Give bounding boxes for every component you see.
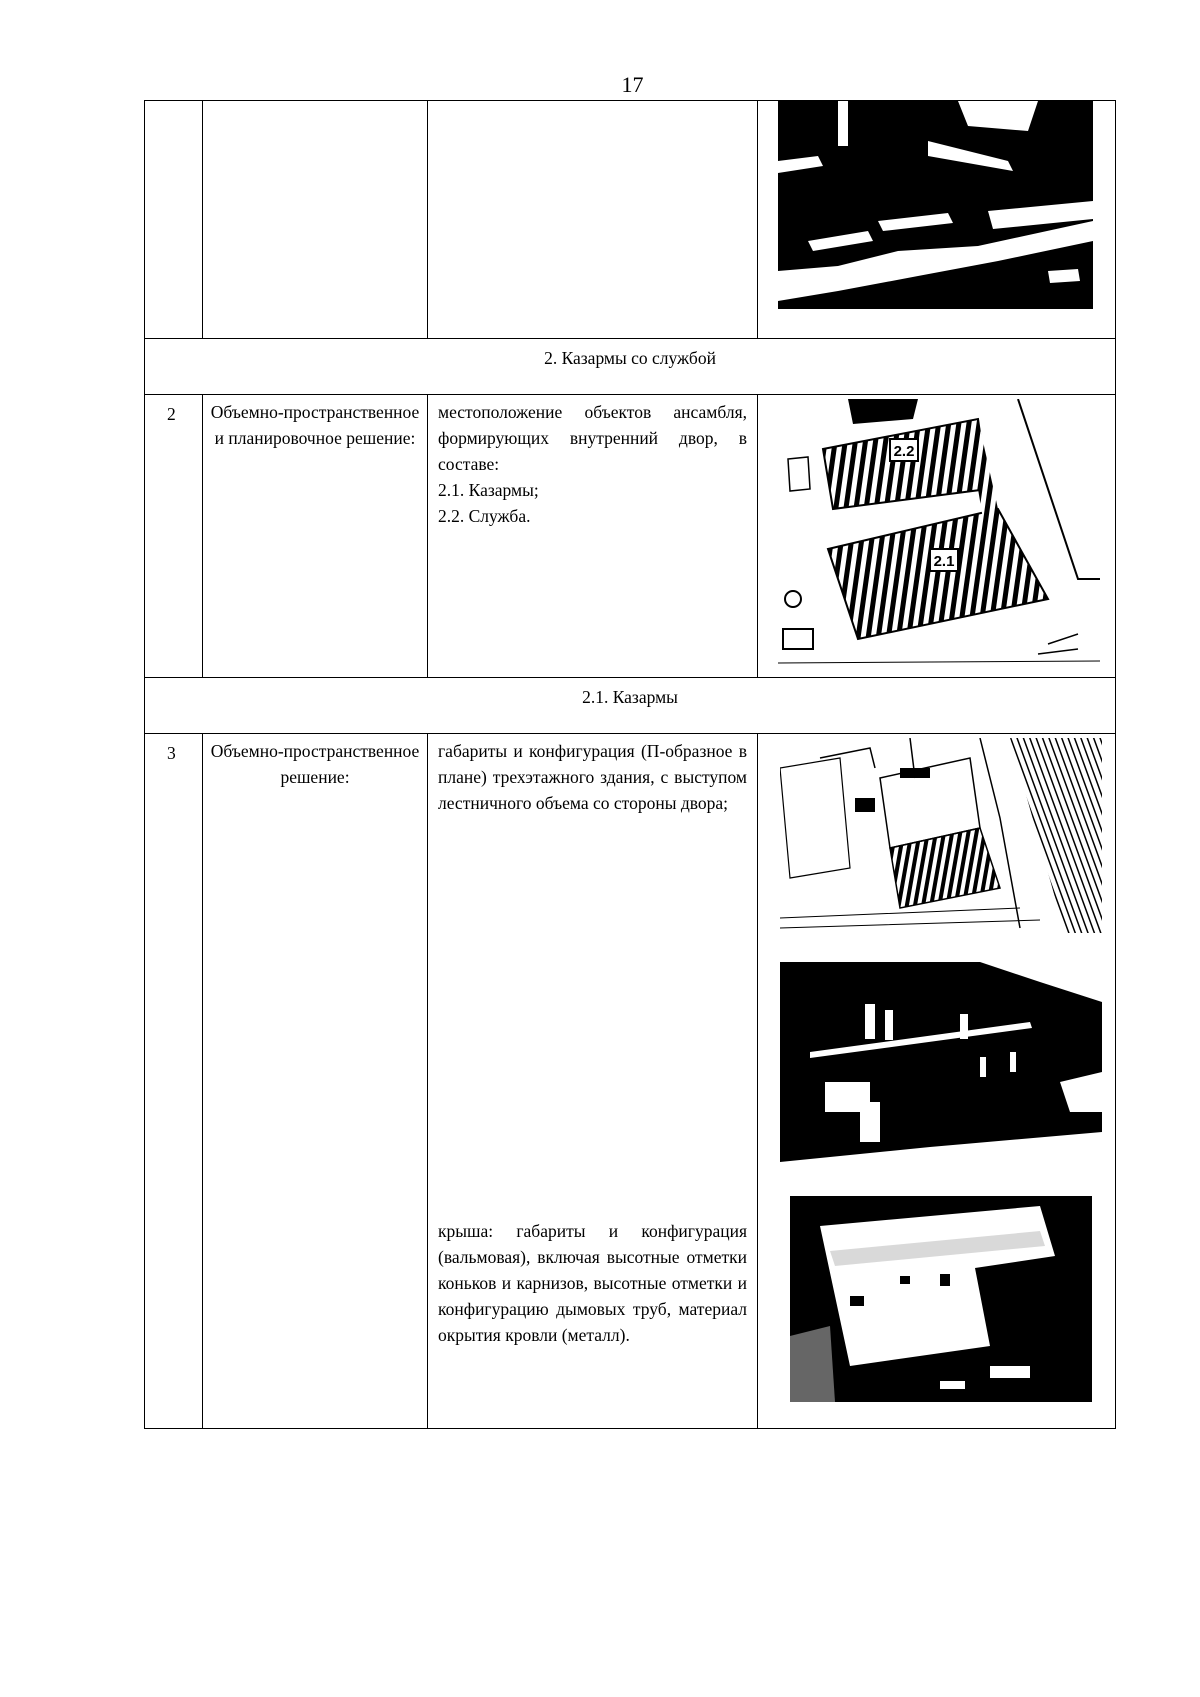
- cell-empty-subject: [203, 101, 428, 339]
- cell-photo-courtyard: [758, 101, 1116, 339]
- description-bottom: крыша: габариты и конфигурация (вальмовая), включая высотные отметки коньков и карнизов, высотные отметки и конфигурацию дымовых труб, материал окрытия кровли (металл).: [438, 1221, 747, 1345]
- row-number: 3: [145, 734, 203, 1429]
- protected-elements-table: [144, 100, 1116, 1429]
- row-subject: Объемно-пространственное и планировочное решение:: [203, 395, 428, 678]
- section-row-2-1: [145, 678, 1116, 734]
- row-description: [428, 734, 758, 1429]
- section-row-2: [145, 339, 1116, 395]
- plan-label-2-2: 2.2: [893, 443, 915, 460]
- description-line: местоположение объектов ансамбля, формирующих внутренний двор, в составе:: [438, 402, 747, 474]
- courtyard-photo: [778, 101, 1093, 309]
- section-title-2-1: 2.1. Казармы: [145, 678, 1116, 734]
- aerial-map-image: [780, 738, 1102, 938]
- description-top: габариты и конфигурация (П-образное в плане) трехэтажного здания, с выступом лестничного объема со стороны двора;: [438, 741, 747, 813]
- cell-site-plan: [758, 395, 1116, 678]
- cell-images: [758, 734, 1116, 1429]
- plan-label-2-1: 2.1: [933, 553, 955, 570]
- row-description: [428, 395, 758, 678]
- table-row-3: [145, 734, 1116, 1429]
- site-plan-image: [778, 399, 1100, 669]
- roof-aerial-photo: [790, 1196, 1092, 1402]
- cell-empty-description: [428, 101, 758, 339]
- row-number: 2: [145, 395, 203, 678]
- description-line: 2.1. Казармы;: [438, 480, 539, 500]
- description-line: 2.2. Служба.: [438, 506, 531, 526]
- table-row-continued: [145, 101, 1116, 339]
- table-row-2: [145, 395, 1116, 678]
- cell-empty-number: [145, 101, 203, 339]
- section-title-2: 2. Казармы со службой: [145, 339, 1116, 395]
- row-subject: Объемно-пространственное решение:: [203, 734, 428, 1429]
- facade-photo: [780, 962, 1102, 1174]
- page-number: 17: [621, 72, 644, 97]
